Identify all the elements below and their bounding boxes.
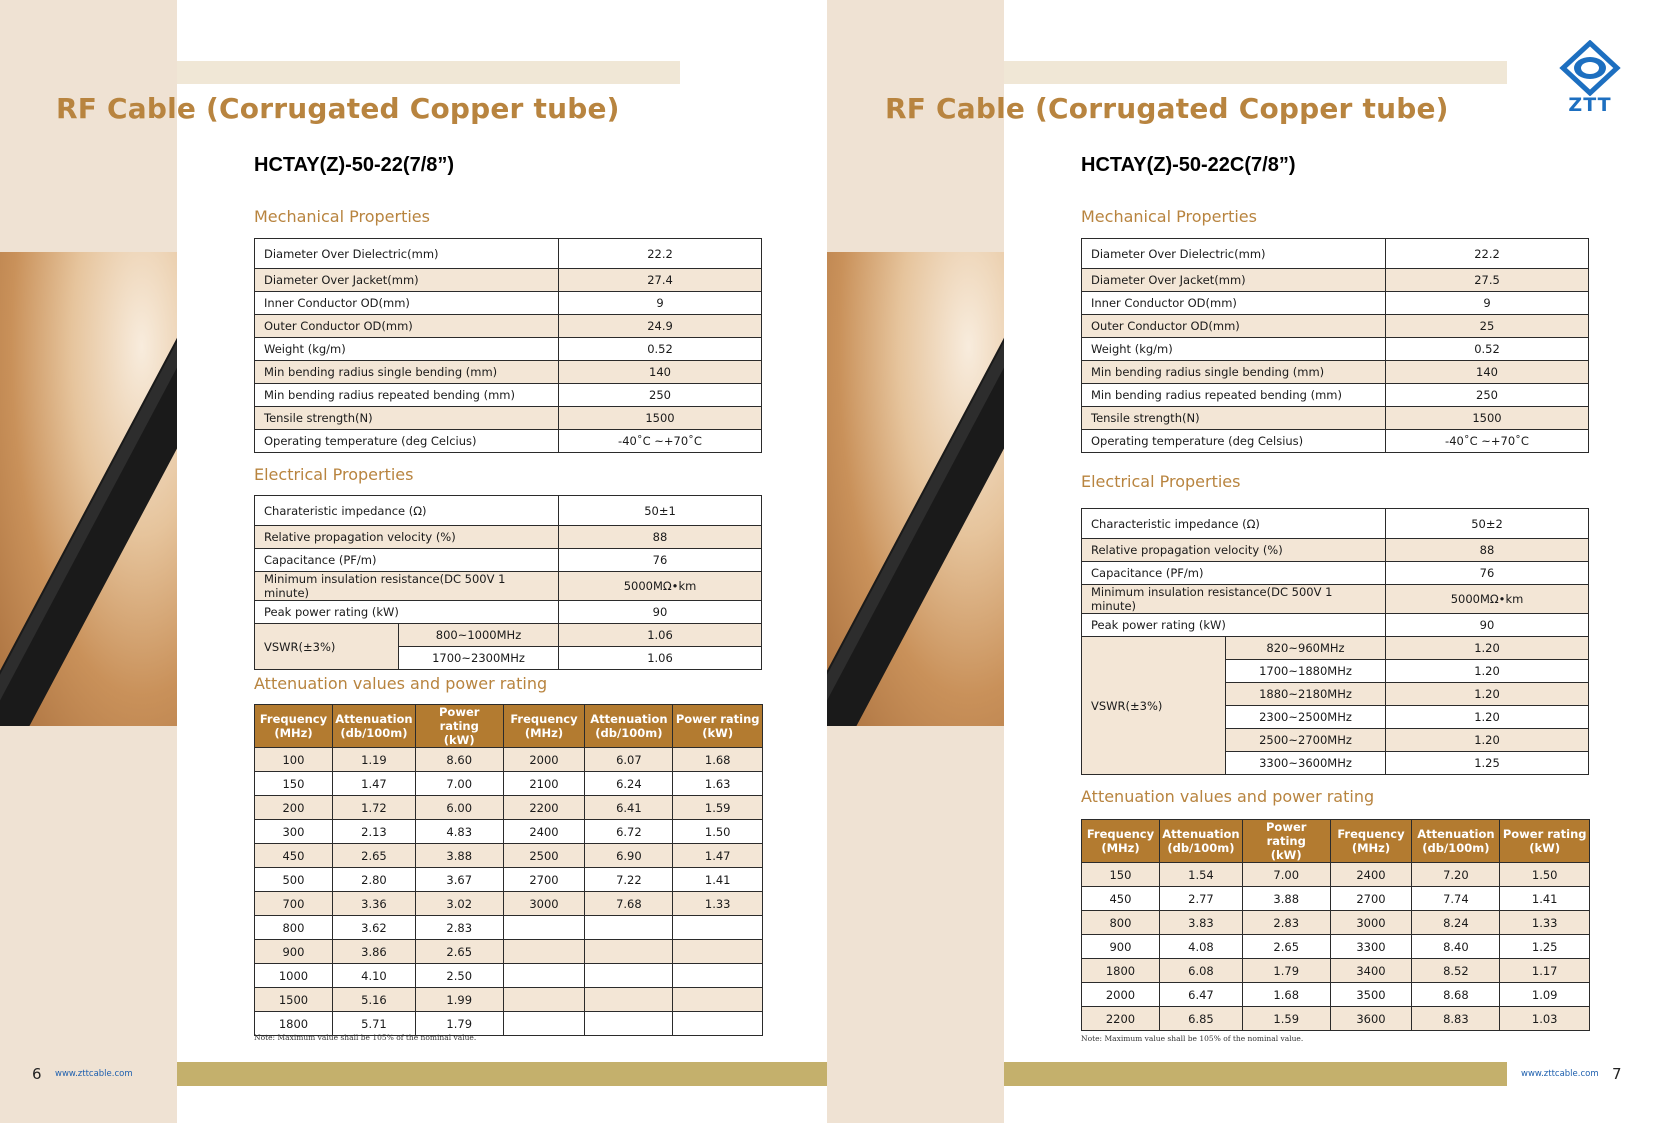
table-cell: 2700 xyxy=(1330,887,1412,911)
property-label: Tensile strength(N) xyxy=(1082,407,1386,430)
property-row xyxy=(1082,338,1589,361)
table-row xyxy=(255,988,763,1012)
property-row xyxy=(1082,269,1589,292)
property-row xyxy=(1082,614,1589,637)
table-cell: 3500 xyxy=(1330,983,1412,1007)
table-cell: 5.16 xyxy=(332,988,415,1012)
property-label: Inner Conductor OD(mm) xyxy=(255,292,559,315)
table-cell: 450 xyxy=(255,844,333,868)
property-label: Min bending radius repeated bending (mm) xyxy=(1082,384,1386,407)
page-number: 6 xyxy=(32,1065,42,1083)
property-row xyxy=(255,338,762,361)
column-header: Power rating (kW) xyxy=(1500,820,1590,863)
table-cell: 2000 xyxy=(503,748,585,772)
vswr-row xyxy=(1082,637,1589,660)
property-value: 140 xyxy=(559,361,762,384)
property-row xyxy=(255,384,762,407)
property-label: Operating temperature (deg Celcius) xyxy=(255,430,559,453)
table-cell: 6.85 xyxy=(1159,1007,1242,1031)
table-row xyxy=(255,844,763,868)
table-cell: 6.24 xyxy=(585,772,673,796)
table-row xyxy=(1082,1007,1590,1031)
table-header-row xyxy=(1082,820,1590,863)
vswr-value: 1.06 xyxy=(559,647,762,670)
table-cell: 6.00 xyxy=(415,796,503,820)
property-value: 1500 xyxy=(559,407,762,430)
table-cell: 3.83 xyxy=(1159,911,1242,935)
column-header: Frequency (MHz) xyxy=(1330,820,1412,863)
table-cell: 3.88 xyxy=(1242,887,1330,911)
property-value: 0.52 xyxy=(1386,338,1589,361)
property-value: 88 xyxy=(559,526,762,549)
table-row xyxy=(255,892,763,916)
model-name: HCTAY(Z)-50-22C(7/8”) xyxy=(1081,154,1296,176)
property-row xyxy=(1082,361,1589,384)
attenuation-table xyxy=(254,704,763,1036)
table-cell xyxy=(585,964,673,988)
table-cell: 6.72 xyxy=(585,820,673,844)
property-label: Charateristic impedance (Ω) xyxy=(255,496,559,526)
table-cell: 1.63 xyxy=(673,772,763,796)
table-cell: 100 xyxy=(255,748,333,772)
table-cell: 450 xyxy=(1082,887,1160,911)
property-label: Characteristic impedance (Ω) xyxy=(1082,509,1386,539)
table-cell xyxy=(585,988,673,1012)
mechanical-heading: Mechanical Properties xyxy=(254,207,430,226)
property-value: 5000MΩ•km xyxy=(1386,585,1589,614)
property-label: Tensile strength(N) xyxy=(255,407,559,430)
table-cell: 1.50 xyxy=(1500,863,1590,887)
mechanical-properties-table xyxy=(254,238,762,453)
table-cell: 7.74 xyxy=(1412,887,1500,911)
property-label: Weight (kg/m) xyxy=(1082,338,1386,361)
table-cell: 1.17 xyxy=(1500,959,1590,983)
vswr-row xyxy=(255,624,762,647)
property-value: 25 xyxy=(1386,315,1589,338)
property-row xyxy=(255,601,762,624)
table-cell: 1000 xyxy=(255,964,333,988)
property-row xyxy=(1082,384,1589,407)
vswr-value: 1.20 xyxy=(1386,637,1589,660)
table-row xyxy=(255,748,763,772)
table-cell xyxy=(673,988,763,1012)
property-value: 27.5 xyxy=(1386,269,1589,292)
table-cell: 3300 xyxy=(1330,935,1412,959)
mechanical-heading: Mechanical Properties xyxy=(1081,207,1257,226)
table-cell: 2.50 xyxy=(415,964,503,988)
table-cell: 1.59 xyxy=(1242,1007,1330,1031)
table-cell: 1800 xyxy=(1082,959,1160,983)
table-cell: 300 xyxy=(255,820,333,844)
table-cell: 500 xyxy=(255,868,333,892)
table-cell: 3.86 xyxy=(332,940,415,964)
vswr-value: 1.20 xyxy=(1386,683,1589,706)
property-value: 22.2 xyxy=(559,239,762,269)
property-value: 0.52 xyxy=(559,338,762,361)
property-row xyxy=(255,315,762,338)
property-row xyxy=(1082,430,1589,453)
table-cell: 1.68 xyxy=(673,748,763,772)
property-value: 90 xyxy=(1386,614,1589,637)
footnote: Note: Maximum value shall be 105% of the nominal value. xyxy=(1081,1034,1304,1043)
cable-photo xyxy=(0,252,177,726)
property-value: 9 xyxy=(1386,292,1589,315)
vswr-value: 1.20 xyxy=(1386,729,1589,752)
property-row xyxy=(1082,239,1589,269)
table-cell: 1.54 xyxy=(1159,863,1242,887)
vswr-band: 820~960MHz xyxy=(1226,637,1386,660)
table-cell: 2.13 xyxy=(332,820,415,844)
vswr-value: 1.06 xyxy=(559,624,762,647)
property-row xyxy=(1082,539,1589,562)
property-row xyxy=(255,549,762,572)
property-row xyxy=(255,572,762,601)
table-cell xyxy=(503,1012,585,1036)
table-cell: 1.33 xyxy=(673,892,763,916)
table-row xyxy=(255,796,763,820)
table-cell xyxy=(673,916,763,940)
vswr-band: 1880~2180MHz xyxy=(1226,683,1386,706)
column-header: Frequency (MHz) xyxy=(255,705,333,748)
table-cell: 1.47 xyxy=(332,772,415,796)
property-row xyxy=(255,430,762,453)
property-value: 22.2 xyxy=(1386,239,1589,269)
table-cell: 800 xyxy=(1082,911,1160,935)
property-value: 9 xyxy=(559,292,762,315)
vswr-band: 3300~3600MHz xyxy=(1226,752,1386,775)
property-value: 250 xyxy=(1386,384,1589,407)
property-label: Peak power rating (kW) xyxy=(1082,614,1386,637)
property-row xyxy=(255,292,762,315)
table-cell: 3.67 xyxy=(415,868,503,892)
table-header-row xyxy=(255,705,763,748)
table-cell: 6.47 xyxy=(1159,983,1242,1007)
table-cell: 2.80 xyxy=(332,868,415,892)
table-row xyxy=(1082,911,1590,935)
table-cell xyxy=(585,916,673,940)
property-label: Weight (kg/m) xyxy=(255,338,559,361)
table-cell: 7.22 xyxy=(585,868,673,892)
table-cell: 1.25 xyxy=(1500,935,1590,959)
table-cell: 2.65 xyxy=(1242,935,1330,959)
property-row xyxy=(255,496,762,526)
table-cell: 1.41 xyxy=(673,868,763,892)
property-label: Diameter Over Jacket(mm) xyxy=(1082,269,1386,292)
property-row xyxy=(1082,509,1589,539)
table-cell: 8.24 xyxy=(1412,911,1500,935)
property-row xyxy=(255,526,762,549)
table-cell xyxy=(673,964,763,988)
property-value: 90 xyxy=(559,601,762,624)
table-cell: 1800 xyxy=(255,1012,333,1036)
table-cell: 3400 xyxy=(1330,959,1412,983)
page-number: 7 xyxy=(1612,1065,1622,1083)
table-row xyxy=(1082,863,1590,887)
property-row xyxy=(1082,407,1589,430)
property-label: Capacitance (PF/m) xyxy=(255,549,559,572)
table-cell: 2200 xyxy=(503,796,585,820)
vswr-band: 1700~1880MHz xyxy=(1226,660,1386,683)
table-cell: 1.59 xyxy=(673,796,763,820)
table-cell: 1.03 xyxy=(1500,1007,1590,1031)
table-cell xyxy=(673,940,763,964)
table-cell: 3.02 xyxy=(415,892,503,916)
attenuation-heading: Attenuation values and power rating xyxy=(1081,787,1375,806)
table-cell: 8.40 xyxy=(1412,935,1500,959)
website-link[interactable]: www.zttcable.com xyxy=(1521,1069,1599,1079)
property-value: 50±1 xyxy=(559,496,762,526)
table-cell: 2500 xyxy=(503,844,585,868)
property-value: -40˚C ~+70˚C xyxy=(1386,430,1589,453)
property-label: Minimum insulation resistance(DC 500V 1 minute) xyxy=(255,572,559,601)
table-cell: 2.65 xyxy=(415,940,503,964)
top-bar xyxy=(1004,61,1507,84)
table-cell: 2700 xyxy=(503,868,585,892)
property-label: Operating temperature (deg Celsius) xyxy=(1082,430,1386,453)
vswr-value: 1.20 xyxy=(1386,706,1589,729)
table-cell: 1.79 xyxy=(415,1012,503,1036)
table-cell: 2400 xyxy=(503,820,585,844)
footnote: Note: Maximum value shall be 105% of the nominal value. xyxy=(254,1033,477,1042)
table-cell: 1.99 xyxy=(415,988,503,1012)
property-row xyxy=(255,361,762,384)
table-cell: 2400 xyxy=(1330,863,1412,887)
electrical-properties-table xyxy=(1081,508,1589,775)
property-label: Outer Conductor OD(mm) xyxy=(255,315,559,338)
table-row xyxy=(255,772,763,796)
table-cell: 150 xyxy=(255,772,333,796)
electrical-heading: Electrical Properties xyxy=(254,465,414,484)
table-cell: 8.68 xyxy=(1412,983,1500,1007)
table-cell: 5.71 xyxy=(332,1012,415,1036)
table-cell: 3.62 xyxy=(332,916,415,940)
logo-text: ZTT xyxy=(1568,94,1612,116)
table-cell: 1500 xyxy=(255,988,333,1012)
table-row xyxy=(255,1012,763,1036)
mechanical-properties-table xyxy=(1081,238,1589,453)
column-header: Attenuation (db/100m) xyxy=(1412,820,1500,863)
table-cell: 3600 xyxy=(1330,1007,1412,1031)
table-cell xyxy=(503,988,585,1012)
property-value: 24.9 xyxy=(559,315,762,338)
property-value: 140 xyxy=(1386,361,1589,384)
table-cell: 3.88 xyxy=(415,844,503,868)
table-cell: 6.08 xyxy=(1159,959,1242,983)
column-header: Power rating (kW) xyxy=(673,705,763,748)
table-cell: 200 xyxy=(255,796,333,820)
property-label: Capacitance (PF/m) xyxy=(1082,562,1386,585)
table-cell: 900 xyxy=(255,940,333,964)
table-row xyxy=(255,868,763,892)
table-row xyxy=(255,964,763,988)
table-cell: 6.41 xyxy=(585,796,673,820)
cable-photo xyxy=(827,252,1004,726)
table-cell: 800 xyxy=(255,916,333,940)
table-cell xyxy=(503,916,585,940)
ztt-logo xyxy=(1557,40,1623,118)
table-cell: 1.09 xyxy=(1500,983,1590,1007)
table-cell: 150 xyxy=(1082,863,1160,887)
property-value: 50±2 xyxy=(1386,509,1589,539)
table-cell: 1.79 xyxy=(1242,959,1330,983)
attenuation-heading: Attenuation values and power rating xyxy=(254,674,548,693)
table-cell: 7.68 xyxy=(585,892,673,916)
table-cell: 6.07 xyxy=(585,748,673,772)
top-bar xyxy=(177,61,680,84)
table-cell: 700 xyxy=(255,892,333,916)
bottom-bar xyxy=(1004,1062,1507,1086)
property-label: Relative propagation velocity (%) xyxy=(255,526,559,549)
table-cell: 1.72 xyxy=(332,796,415,820)
table-cell xyxy=(503,964,585,988)
property-value: -40˚C ~+70˚C xyxy=(559,430,762,453)
model-name: HCTAY(Z)-50-22(7/8”) xyxy=(254,154,455,176)
table-cell: 1.33 xyxy=(1500,911,1590,935)
table-cell: 1.68 xyxy=(1242,983,1330,1007)
property-label: Relative propagation velocity (%) xyxy=(1082,539,1386,562)
ztt-logo-icon xyxy=(1557,40,1623,96)
vswr-band: 2300~2500MHz xyxy=(1226,706,1386,729)
table-cell: 2.83 xyxy=(415,916,503,940)
column-header: Attenuation (db/100m) xyxy=(332,705,415,748)
column-header: Attenuation (db/100m) xyxy=(585,705,673,748)
property-row xyxy=(1082,292,1589,315)
table-cell: 7.20 xyxy=(1412,863,1500,887)
table-cell: 2100 xyxy=(503,772,585,796)
table-cell: 1.47 xyxy=(673,844,763,868)
table-cell: 3000 xyxy=(1330,911,1412,935)
table-cell: 8.60 xyxy=(415,748,503,772)
column-header: Power rating (kW) xyxy=(1242,820,1330,863)
property-row xyxy=(255,407,762,430)
table-cell: 7.00 xyxy=(1242,863,1330,887)
table-row xyxy=(1082,935,1590,959)
table-cell: 3.36 xyxy=(332,892,415,916)
property-label: Diameter Over Dielectric(mm) xyxy=(1082,239,1386,269)
page-title: RF Cable (Corrugated Copper tube) xyxy=(56,92,620,125)
electrical-heading: Electrical Properties xyxy=(1081,472,1241,491)
vswr-label: VSWR(±3%) xyxy=(1082,637,1226,775)
table-cell xyxy=(503,940,585,964)
column-header: Frequency (MHz) xyxy=(1082,820,1160,863)
vswr-label: VSWR(±3%) xyxy=(255,624,399,670)
website-link[interactable]: www.zttcable.com xyxy=(55,1069,133,1079)
table-cell: 4.10 xyxy=(332,964,415,988)
property-row xyxy=(255,239,762,269)
column-header: Frequency (MHz) xyxy=(503,705,585,748)
page-title: RF Cable (Corrugated Copper tube) xyxy=(885,92,1449,125)
table-row xyxy=(255,940,763,964)
table-cell: 2000 xyxy=(1082,983,1160,1007)
property-label: Peak power rating (kW) xyxy=(255,601,559,624)
column-header: Attenuation (db/100m) xyxy=(1159,820,1242,863)
table-row xyxy=(255,916,763,940)
table-cell: 4.08 xyxy=(1159,935,1242,959)
property-value: 76 xyxy=(559,549,762,572)
table-cell: 8.52 xyxy=(1412,959,1500,983)
table-row xyxy=(1082,983,1590,1007)
property-value: 1500 xyxy=(1386,407,1589,430)
table-cell: 1.41 xyxy=(1500,887,1590,911)
table-cell: 6.90 xyxy=(585,844,673,868)
attenuation-table xyxy=(1081,819,1590,1031)
vswr-band: 1700~2300MHz xyxy=(399,647,559,670)
table-row xyxy=(1082,959,1590,983)
table-cell: 2.65 xyxy=(332,844,415,868)
table-row xyxy=(1082,887,1590,911)
table-cell: 2.83 xyxy=(1242,911,1330,935)
table-cell: 4.83 xyxy=(415,820,503,844)
bottom-bar xyxy=(177,1062,827,1086)
property-row xyxy=(1082,585,1589,614)
property-label: Inner Conductor OD(mm) xyxy=(1082,292,1386,315)
column-header: Power rating (kW) xyxy=(415,705,503,748)
vswr-value: 1.20 xyxy=(1386,660,1589,683)
table-cell: 1.50 xyxy=(673,820,763,844)
table-cell xyxy=(673,1012,763,1036)
property-value: 27.4 xyxy=(559,269,762,292)
property-value: 88 xyxy=(1386,539,1589,562)
vswr-band: 2500~2700MHz xyxy=(1226,729,1386,752)
table-cell: 8.83 xyxy=(1412,1007,1500,1031)
table-cell xyxy=(585,1012,673,1036)
table-cell: 2.77 xyxy=(1159,887,1242,911)
property-row xyxy=(1082,562,1589,585)
table-cell: 1.19 xyxy=(332,748,415,772)
table-cell: 900 xyxy=(1082,935,1160,959)
property-label: Diameter Over Jacket(mm) xyxy=(255,269,559,292)
electrical-properties-table xyxy=(254,495,762,670)
table-cell: 2200 xyxy=(1082,1007,1160,1031)
table-cell: 3000 xyxy=(503,892,585,916)
page-right xyxy=(827,0,1654,1123)
property-row xyxy=(1082,315,1589,338)
property-label: Outer Conductor OD(mm) xyxy=(1082,315,1386,338)
vswr-value: 1.25 xyxy=(1386,752,1589,775)
property-label: Min bending radius single bending (mm) xyxy=(1082,361,1386,384)
property-label: Minimum insulation resistance(DC 500V 1 minute) xyxy=(1082,585,1386,614)
property-label: Min bending radius single bending (mm) xyxy=(255,361,559,384)
table-cell: 7.00 xyxy=(415,772,503,796)
vswr-band: 800~1000MHz xyxy=(399,624,559,647)
property-row xyxy=(255,269,762,292)
property-label: Diameter Over Dielectric(mm) xyxy=(255,239,559,269)
property-value: 5000MΩ•km xyxy=(559,572,762,601)
table-cell xyxy=(585,940,673,964)
property-value: 76 xyxy=(1386,562,1589,585)
property-label: Min bending radius repeated bending (mm) xyxy=(255,384,559,407)
property-value: 250 xyxy=(559,384,762,407)
table-row xyxy=(255,820,763,844)
